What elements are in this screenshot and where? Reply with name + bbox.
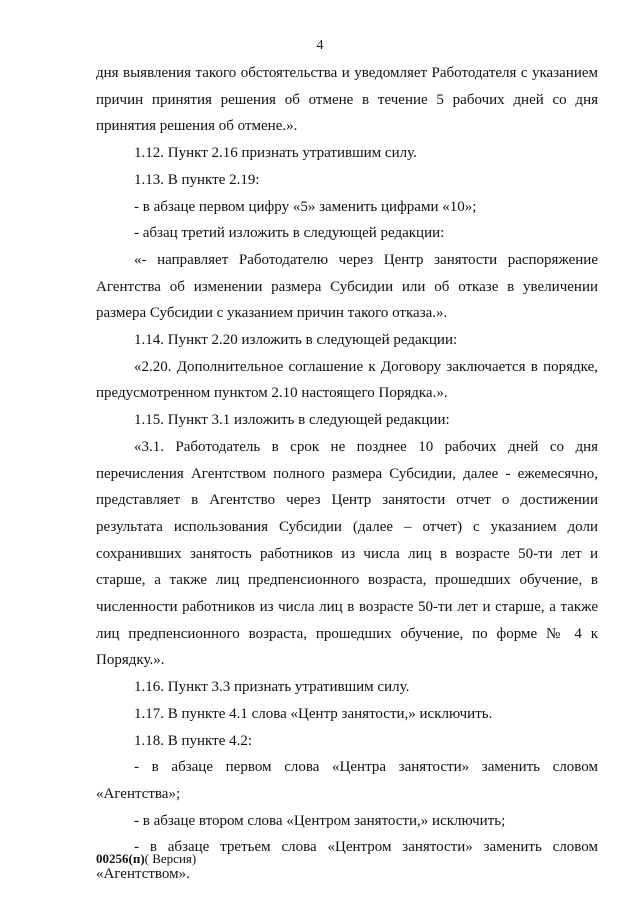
document-body [96,60,598,888]
paragraph-item-1-14: 1.14. Пункт 2.20 изложить в следующей редакции: [134,332,458,349]
paragraph-item-1-13-a: - в абзаце первом цифру «5» заменить цифрами «10»; [134,198,477,215]
paragraph-item-1-13: 1.13. В пункте 2.19: [134,171,260,188]
document-footer [96,851,196,867]
paragraph-continuation: дня выявления такого обстоятельства и уведомляет Работодателя с указанием причин принятия решения об отмене в течение 5 рабочих дней со дня принятия решения об отмене.». [96,65,598,135]
page-number: 4 [316,38,324,53]
paragraph-item-1-18-b: - в абзаце втором слова «Центром занятости,» исключить; [134,812,506,829]
paragraph-quote-2-20: «2.20. Дополнительное соглашение к Договору заключается в порядке, предусмотренном пунктом 2.10 настоящего Порядка.». [96,358,598,402]
paragraph-item-1-12: 1.12. Пункт 2.16 признать утратившим силу. [134,145,417,162]
paragraph-item-1-15: 1.15. Пункт 3.1 изложить в следующей редакции: [134,412,450,429]
paragraph-item-1-18-a: - в абзаце первом слова «Центра занятости» заменить словом «Агентства»; [96,759,598,802]
paragraph-item-1-18-c: - в абзаце третьем слова «Центром занятости» заменить словом «Агентством». [96,839,598,883]
document-code: 00256(п) [96,851,145,866]
paragraph-item-1-17: 1.17. В пункте 4.1 слова «Центр занятости,» исключить. [134,705,493,722]
version-label: ( Версия) [144,851,197,866]
paragraph-quote-3-1: «3.1. Работодатель в срок не позднее 10 рабочих дней со дня перечисления Агентством полного размера Субсидии, далее - ежемесячно, представляет в Агентство через Центр занятости отчет о достижении результата использования Субсидии (далее – отчет) с указанием доли сохранивших занятость работников из числа лиц в возрасте 50-ти лет и старше, а также лиц предпенсионного возраста, прошедших обучение, в численности работников из числа лиц в возрасте 50-ти лет и старше, а также лиц предпенсионного возраста, прошедших обучение, по форме № 4 к Порядку.». [96,438,598,669]
paragraph-item-1-13-b: - абзац третий изложить в следующей редакции: [134,225,445,242]
paragraph-item-1-18: 1.18. В пункте 4.2: [134,732,253,749]
paragraph-quote-2-19: «- направляет Работодателю через Центр занятости распоряжение Агентства об изменении размера Субсидии или об отказе в увеличении размера Субсидии с указанием причин такого отказа.». [96,251,598,322]
paragraph-item-1-16: 1.16. Пункт 3.3 признать утратившим силу. [134,679,410,696]
